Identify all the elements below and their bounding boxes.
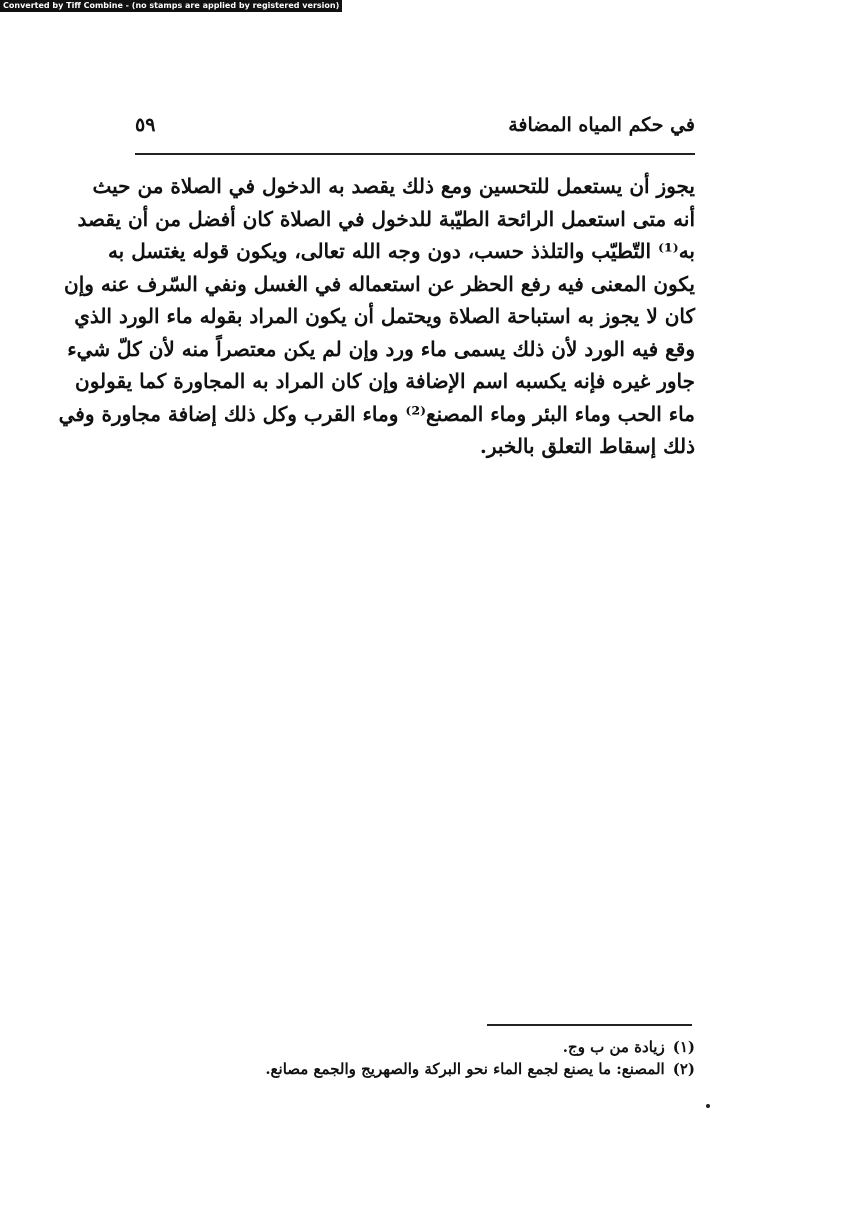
header-rule (135, 153, 695, 155)
footnote-1 (135, 1036, 695, 1058)
body-line: يكون المعنى فيه رفع الحظر عن استعماله في الغسل ونفي السّرف عنه وإن (64, 271, 695, 296)
body-line: به⁽¹⁾ التّطيّب والتلذذ حسب، دون وجه الله تعالى، ويكون قوله يغتسل به (107, 239, 695, 263)
body-line: أنه متى استعمل الرائحة الطيّبة للدخول في الصلاة كان أفضل من أن يقصد (77, 206, 695, 231)
body-line: ماء الحب وماء البئر وماء المصنع⁽²⁾ وماء القرب وكل ذلك إضافة مجاورة وفي (58, 401, 695, 426)
body-line: جاور غيره فإنه يكسبه اسم الإضافة وإن كان المراد به المجاورة كما يقولون (75, 369, 695, 393)
body-line: ذلك إسقاط التعلق بالخبر. (479, 434, 695, 458)
footnotes (135, 1036, 695, 1080)
scan-dot-mark (706, 1104, 710, 1108)
body-line: كان لا يجوز به استباحة الصلاة ويحتمل أن يكون المراد بقوله ماء الورد الذي (74, 304, 695, 328)
body-text (58, 170, 695, 463)
footnote-text: المصنع: ما يصنع لجمع الماء نحو البركة والصهريج والجمع مصانع. (265, 1060, 665, 1078)
footnote-number: (١) (672, 1038, 695, 1056)
page-number: ٥٩ (135, 114, 156, 136)
body-line: وقع فيه الورد لأن ذلك يسمى ماء ورد وإن لم يكن معتصراً منه لأن كلّ شيء (67, 336, 695, 361)
footnote-text: زيادة من ب وج. (562, 1038, 665, 1056)
body-line: يجوز أن يستعمل للتحسين ومع ذلك يقصد به الدخول في الصلاة من حيث (92, 174, 695, 198)
footnote-rule (487, 1024, 692, 1026)
footnote-2 (135, 1058, 695, 1080)
running-title: في حكم المياه المضافة (508, 114, 695, 136)
converter-banner: Converted by Tiff Combine - (no stamps are applied by registered version) (0, 0, 342, 12)
page-header (135, 108, 695, 148)
footnote-number: (٢) (672, 1060, 695, 1078)
